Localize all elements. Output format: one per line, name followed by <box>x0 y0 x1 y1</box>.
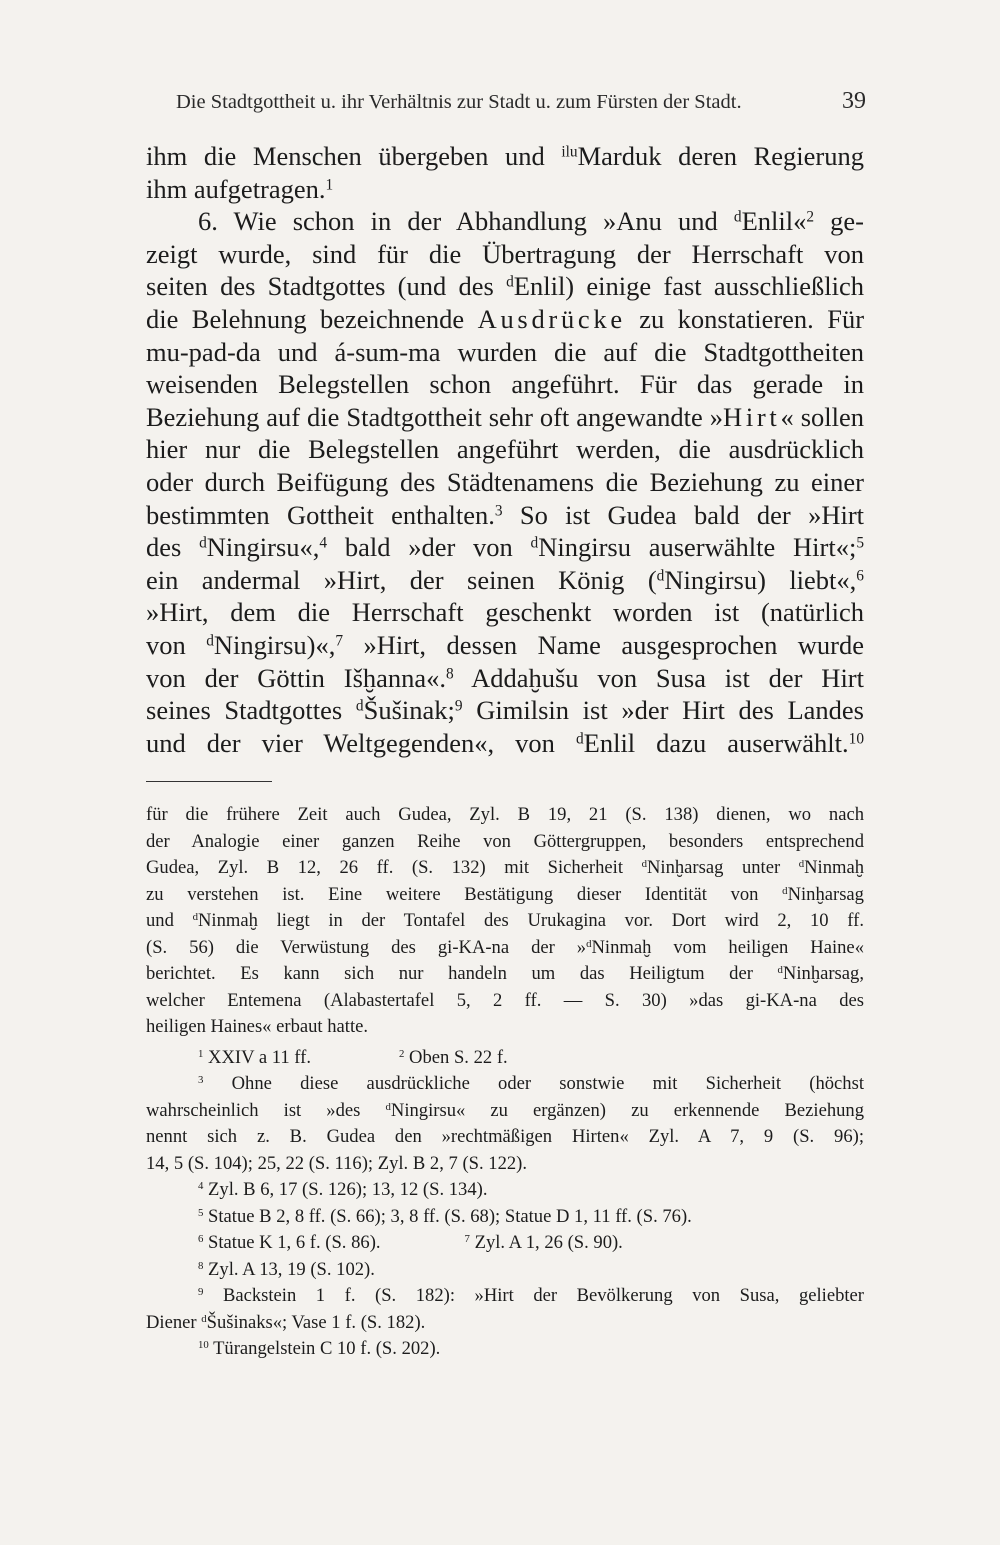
text-line: mu-pad-da und á-sum-ma wurden die auf die Stadtgottheiten <box>146 336 864 367</box>
footnote-separator <box>146 781 272 782</box>
text-line: hier nur die Belegstellen angeführt werden, die ausdrücklich <box>146 434 864 465</box>
text-line: »Hirt, dem die Herrschaft geschenkt worden ist (natürlich <box>146 597 864 628</box>
text-line: oder durch Beifügung des Städtenamens die Beziehung zu einer <box>146 466 864 497</box>
note-line: 14, 5 (S. 104); 25, 22 (S. 116); Zyl. B 2, 7 (S. 122). <box>146 1152 527 1174</box>
text-line: weisenden Belegstellen schon angeführt. Für das gerade in <box>146 369 864 400</box>
running-header <box>176 88 866 115</box>
note-line: wahrscheinlich ist »des $^d$Ningirsu« zu ergänzen) zu erkennende Beziehung <box>146 1099 865 1121</box>
note-line: Diener $^d$Šušinaks«; Vase 1 f. (S. 182). <box>146 1311 426 1333</box>
note-line: berichtet. Es kann sich nur handeln um das Heiligtum der $^d$Ninḫarsag, <box>146 963 864 984</box>
footnote-8: $^8$ Zyl. A 13, 19 (S. 102). <box>198 1258 375 1280</box>
text-line: von der Göttin Išḫanna«.$^8$ Addaḫušu von Susa ist der Hirt <box>146 662 864 693</box>
footnote-5: $^5$ Statue B 2, 8 ff. (S. 66); 3, 8 ff. (S. 68); Statue D 1, 11 ff. (S. 76). <box>198 1205 692 1227</box>
text-line: ein andermal »Hirt, der seinen König ($^d$Ningirsu) liebt«,$^6$ <box>146 564 864 595</box>
text-line: bestimmten Gottheit enthalten.$^3$ So ist Gudea bald der »Hirt <box>146 499 865 530</box>
running-title: Die Stadtgottheit u. ihr Verhältnis zur Stadt u. zum Fürsten der Stadt. <box>176 91 742 113</box>
text-line: Beziehung auf die Stadtgottheit sehr oft angewandte »Hirt« sollen <box>146 401 864 432</box>
text-line: und der vier Weltgegenden«, von $^d$Enlil dazu auserwählt.$^{10}$ <box>146 727 864 758</box>
note-line: welcher Entemena (Alabastertafel 5, 2 ff. — S. 30) »das gi-KA-na des <box>146 989 864 1011</box>
page-number: 39 <box>842 88 866 114</box>
text-line: 6. Wie schon in der Abhandlung »Anu und $^d$Enlil«$^2$ ge- <box>198 206 865 237</box>
footnotes <box>146 802 864 1363</box>
text-line: seiten des Stadtgottes (und des $^d$Enlil) einige fast ausschließlich <box>146 271 865 302</box>
text-line: ihm die Menschen übergeben und $^{ilu}$Marduk deren Regierung <box>146 141 864 171</box>
main-text <box>146 140 864 759</box>
note-line: Gudea, Zyl. B 12, 26 ff. (S. 132) mit Sicherheit $^d$Ninḫarsag unter $^d$Ninmaḫ <box>146 857 865 878</box>
footnote-1-2: $^1$ XXIV a 11 ff. $^2$ Oben S. 22 f. <box>198 1046 508 1068</box>
text-line: ihm aufgetragen.$^1$ <box>146 173 334 204</box>
footnote-6-7: $^6$ Statue K 1, 6 f. (S. 86). $^7$ Zyl. A 1, 26 (S. 90). <box>198 1232 623 1253</box>
note-line: zu verstehen ist. Eine weitere Bestätigung dieser Identität von $^d$Ninḫarsag <box>146 883 864 905</box>
footnote-3: $^3$ Ohne diese ausdrückliche oder sonstwie mit Sicherheit (höchst <box>198 1073 864 1094</box>
text-line: seines Stadtgottes $^d$Šušinak;$^9$ Gimilsin ist »der Hirt des Landes <box>146 695 864 726</box>
note-line: für die frühere Zeit auch Gudea, Zyl. B 19, 21 (S. 138) dienen, wo nach <box>146 804 864 825</box>
footnote-9: $^9$ Backstein 1 f. (S. 182): »Hirt der Bevölkerung von Susa, geliebter <box>198 1285 864 1306</box>
note-line: der Analogie einer ganzen Reihe von Göttergruppen, besonders entsprechend <box>146 830 864 852</box>
text-line: zeigt wurde, sind für die Übertragung der Herrschaft von <box>146 238 864 269</box>
note-line: (S. 56) die Verwüstung des gi-KA-na der »$^d$Ninmaḫ vom heiligen Haine« <box>146 936 864 958</box>
text-line: die Belehnung bezeichnende Ausdrücke zu konstatieren. Für <box>146 303 865 334</box>
note-line: heiligen Haines« erbaut hatte. <box>146 1016 369 1037</box>
footnote-4: $^4$ Zyl. B 6, 17 (S. 126); 13, 12 (S. 134). <box>198 1179 488 1200</box>
note-line: und $^d$Ninmaḫ liegt in der Tontafel des Urukagina vor. Dort wird 2, 10 ff. <box>146 910 864 931</box>
text-line: von $^d$Ningirsu)«,$^7$ »Hirt, dessen Name ausgesprochen wurde <box>146 629 864 660</box>
text-line: des $^d$Ningirsu«,$^4$ bald »der von $^d$Ningirsu auserwählte Hirt«;$^5$ <box>146 532 864 563</box>
footnote-10: $^{10}$ Türangelstein C 10 f. (S. 202). <box>198 1338 441 1359</box>
note-line: nennt sich z. B. Gudea den »rechtmäßigen Hirten« Zyl. A 7, 9 (S. 96); <box>146 1126 864 1147</box>
